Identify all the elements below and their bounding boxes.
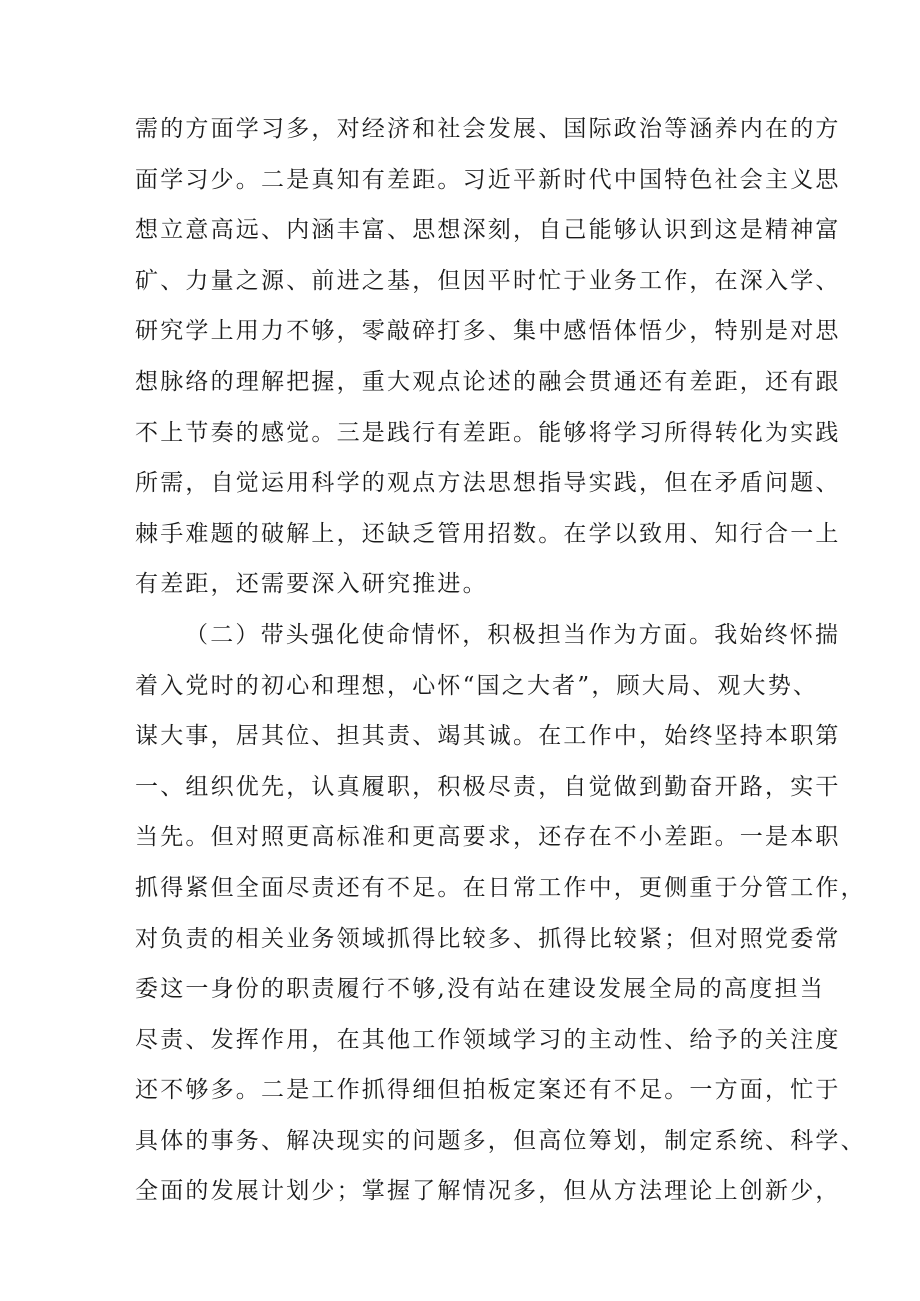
text-line: 还不够多。二是工作抓得细但拍板定案还有不足。一方面，忙于 [135, 1077, 841, 1104]
text-line: 具体的事务、解决现实的问题多，但高位筹划，制定系统、科学、 [135, 1127, 866, 1154]
section-heading-line: （二）带头强化使命情怀，积极担当作为方面。我始终怀揣 [185, 621, 841, 648]
document-body [135, 104, 866, 1217]
text-line: 全面的发展计划少；掌握了解情况多，但从方法理论上创新少， [135, 1178, 841, 1205]
text-line: 需的方面学习多，对经济和社会发展、国际政治等涵养内在的方 [135, 116, 841, 142]
text-line: 一、组织优先，认真履职，积极尽责，自觉做到勤奋开路，实干 [135, 773, 841, 800]
text-line: 谋大事，居其位、担其责、竭其诚。在工作中，始终坚持本职第 [135, 723, 841, 750]
text-line: 想立意高远、内涵丰富、思想深刻，自己能够认识到这是精神富 [135, 217, 841, 244]
text-line: 着入党时的初心和理想，心怀“国之大者”，顾大局、观大势、 [135, 672, 819, 699]
text-line: 矿、力量之源、前进之基，但因平时忙于业务工作，在深入学、 [135, 267, 841, 294]
text-line: 有差距，还需要深入研究推进。 [135, 571, 488, 598]
text-line: 抓得紧但全面尽责还有不足。在日常工作中，更侧重于分管工作， [135, 874, 866, 901]
text-line: 想脉络的理解把握，重大观点论述的融会贯通还有差距，还有跟 [135, 368, 841, 395]
text-line: 不上节奏的感觉。三是践行有差距。能够将学习所得转化为实践 [135, 419, 841, 446]
text-line: 委这一身份的职责履行不够,没有站在建设发展全局的高度担当 [135, 976, 825, 1003]
text-line: 当先。但对照更高标准和更高要求，还存在不小差距。一是本职 [135, 824, 841, 851]
text-line: 研究学上用力不够，零敲碎打多、集中感悟体悟少，特别是对思 [135, 318, 841, 345]
text-line: 面学习少。二是真知有差距。习近平新时代中国特色社会主义思 [135, 166, 841, 193]
text-line: 对负责的相关业务领域抓得比较多、抓得比较紧；但对照党委常 [135, 925, 841, 952]
text-line: 棘手难题的破解上，还缺乏管用招数。在学以致用、知行合一上 [135, 520, 841, 547]
text-line: 尽责、发挥作用，在其他工作领域学习的主动性、给予的关注度 [135, 1026, 841, 1053]
text-line: 所需，自觉运用科学的观点方法思想指导实践，但在矛盾问题、 [135, 470, 841, 497]
